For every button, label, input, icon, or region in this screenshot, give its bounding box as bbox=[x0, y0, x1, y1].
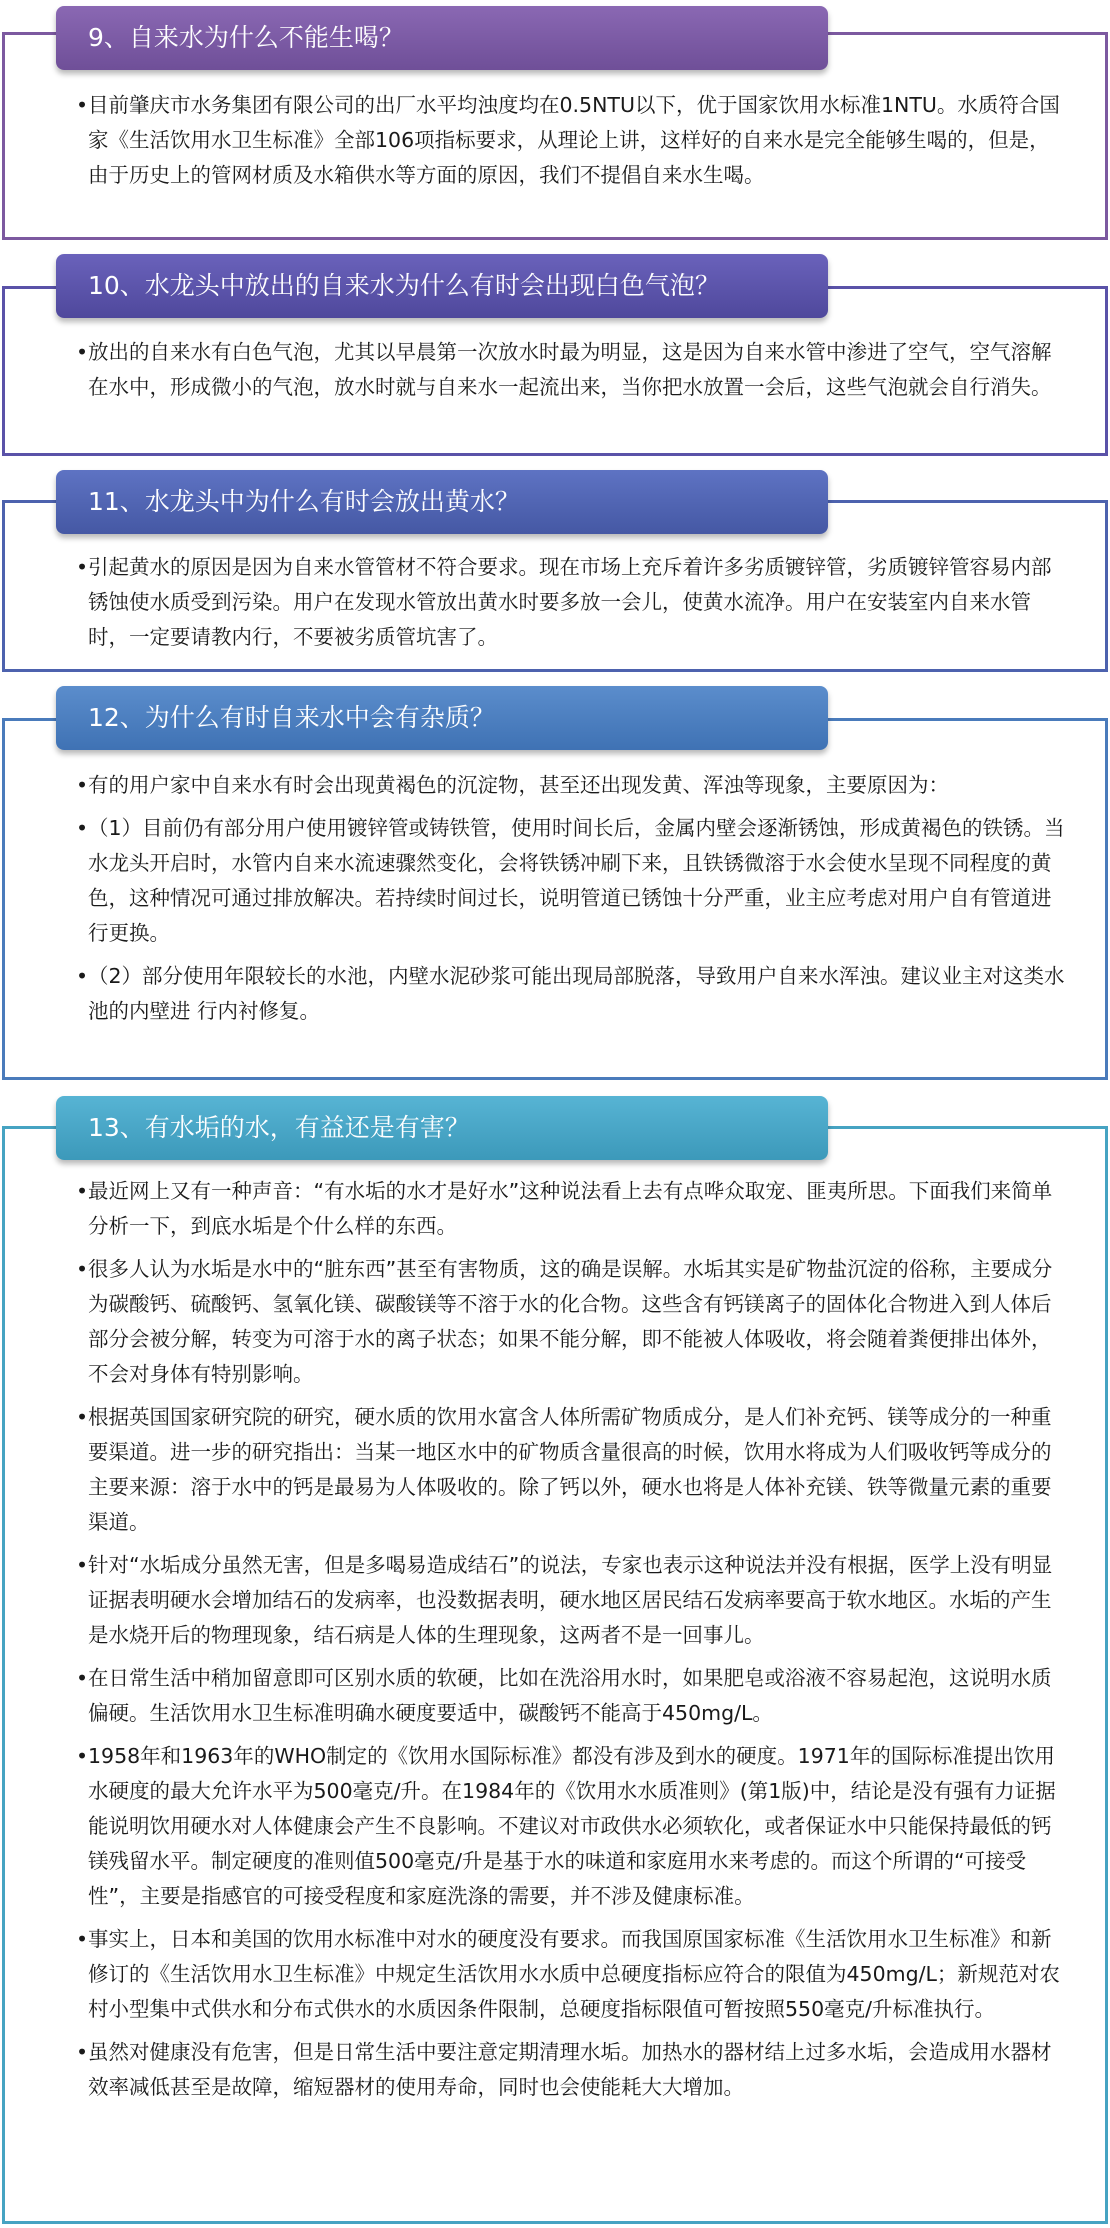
faq-title-13: 13、有水垢的水，有益还是有害？ bbox=[56, 1096, 828, 1160]
faq-paragraph: • 针对“水垢成分虽然无害，但是多喝易造成结石”的说法，专家也表示这种说法并没有根据，医学上没有明显证据表明硬水会增加结石的发病率，也没数据表明，硬水地区居民结石发病率要高于软水地区。水垢的产生是水烧开后的物理现象，结石病是人体的生理现象，这两者不是一回事儿。 bbox=[88, 1548, 1070, 1653]
faq-paragraph: • 很多人认为水垢是水中的“脏东西”甚至有害物质，这的确是误解。水垢其实是矿物盐沉淀的俗称，主要成分为碳酸钙、硫酸钙、氢氧化镁、碳酸镁等不溶于水的化合物。这些含有钙镁离子的固体化合物进入到人体后部分会被分解，转变为可溶于水的离子状态；如果不能分解，即不能被人体吸收，将会随着粪便排出体外，不会对身体有特别影响。 bbox=[88, 1252, 1070, 1392]
faq-paragraph: • （2）部分使用年限较长的水池，内壁水泥砂浆可能出现局部脱落，导致用户自来水浑浊。建议业主对这类水池的内壁进 行内衬修复。 bbox=[88, 959, 1070, 1029]
faq-paragraph: • 事实上，日本和美国的饮用水标准中对水的硬度没有要求。而我国原国家标准《生活饮用水卫生标准》和新修订的《生活饮用水卫生标准》中规定生活饮用水水质中总硬度指标应符合的限值为450mg/L；新规范对农村小型集中式供水和分布式供水的水质因条件限制，总硬度指标限值可暂按照550毫克/升标准执行。 bbox=[88, 1922, 1070, 2027]
bullet-icon: • bbox=[76, 555, 89, 579]
bullet-icon: • bbox=[76, 1666, 89, 1690]
bullet-icon: • bbox=[76, 1405, 89, 1429]
faq-paragraph: • （1）目前仍有部分用户使用镀锌管或铸铁管，使用时间长后，金属内壁会逐渐锈蚀，形成黄褐色的铁锈。当水龙头开启时，水管内自来水流速骤然变化，会将铁锈冲刷下来，且铁锈微溶于水会使水呈现不同程度的黄色，这种情况可通过排放解决。若持续时间过长，说明管道已锈蚀十分严重，业主应考虑对用户自有管道进行更换。 bbox=[88, 811, 1070, 951]
faq-body-9 bbox=[2, 88, 1108, 201]
faq-body-11 bbox=[2, 550, 1108, 663]
faq-body-13 bbox=[2, 1174, 1108, 2113]
bullet-icon: • bbox=[76, 773, 89, 797]
bullet-icon: • bbox=[76, 93, 89, 117]
faq-body-10 bbox=[2, 335, 1108, 413]
faq-paragraph: • 根据英国国家研究院的研究，硬水质的饮用水富含人体所需矿物质成分，是人们补充钙、镁等成分的一种重要渠道。进一步的研究指出：当某一地区水中的矿物质含量很高的时候，饮用水将成为人们吸收钙等成分的主要来源：溶于水中的钙是最易为人体吸收的。除了钙以外，硬水也将是人体补充镁、铁等微量元素的重要渠道。 bbox=[88, 1400, 1070, 1540]
bullet-icon: • bbox=[76, 1257, 89, 1281]
bullet-icon: • bbox=[76, 816, 89, 840]
faq-title-10: 10、水龙头中放出的自来水为什么有时会出现白色气泡？ bbox=[56, 254, 828, 318]
faq-paragraph: • 虽然对健康没有危害，但是日常生活中要注意定期清理水垢。加热水的器材结上过多水垢，会造成用水器材效率减低甚至是故障，缩短器材的使用寿命，同时也会使能耗大大增加。 bbox=[88, 2035, 1070, 2105]
faq-paragraph: • 1958年和1963年的WHO制定的《饮用水国际标准》都没有涉及到水的硬度。1971年的国际标准提出饮用水硬度的最大允许水平为500毫克/升。在1984年的《饮用水水质准则》(第1版)中，结论是没有强有力证据能说明饮用硬水对人体健康会产生不良影响。不建议对市政供水必须软化，或者保证水中只能保持最低的钙镁残留水平。制定硬度的准则值500毫克/升是基于水的味道和家庭用水来考虑的。而这个所谓的“可接受性”，主要是指感官的可接受程度和家庭洗涤的需要，并不涉及健康标准。 bbox=[88, 1739, 1070, 1914]
faq-title-12: 12、为什么有时自来水中会有杂质？ bbox=[56, 686, 828, 750]
faq-paragraph: • 放出的自来水有白色气泡，尤其以早晨第一次放水时最为明显，这是因为自来水管中渗进了空气，空气溶解在水中，形成微小的气泡，放水时就与自来水一起流出来，当你把水放置一会后，这些气泡就会自行消失。 bbox=[88, 335, 1070, 405]
bullet-icon: • bbox=[76, 1179, 89, 1203]
faq-body-12 bbox=[2, 768, 1108, 1037]
faq-paragraph: • 有的用户家中自来水有时会出现黄褐色的沉淀物，甚至还出现发黄、浑浊等现象，主要原因为： bbox=[88, 768, 1070, 803]
bullet-icon: • bbox=[76, 1553, 89, 1577]
bullet-icon: • bbox=[76, 2040, 89, 2064]
bullet-icon: • bbox=[76, 1744, 89, 1768]
faq-paragraph: • 引起黄水的原因是因为自来水管管材不符合要求。现在市场上充斥着许多劣质镀锌管，劣质镀锌管容易内部锈蚀使水质受到污染。用户在发现水管放出黄水时要多放一会儿，使黄水流净。用户在安装室内自来水管时，一定要请教内行，不要被劣质管坑害了。 bbox=[88, 550, 1070, 655]
bullet-icon: • bbox=[76, 1927, 89, 1951]
faq-paragraph: • 目前肇庆市水务集团有限公司的出厂水平均浊度均在0.5NTU以下，优于国家饮用水标准1NTU。水质符合国家《生活饮用水卫生标准》全部106项指标要求，从理论上讲，这样好的自来水是完全能够生喝的，但是，由于历史上的管网材质及水箱供水等方面的原因，我们不提倡自来水生喝。 bbox=[88, 88, 1070, 193]
faq-title-11: 11、水龙头中为什么有时会放出黄水？ bbox=[56, 470, 828, 534]
bullet-icon: • bbox=[76, 964, 89, 988]
faq-title-9: 9、自来水为什么不能生喝？ bbox=[56, 6, 828, 70]
faq-paragraph: • 最近网上又有一种声音：“有水垢的水才是好水”这种说法看上去有点哗众取宠、匪夷所思。下面我们来简单分析一下，到底水垢是个什么样的东西。 bbox=[88, 1174, 1070, 1244]
faq-paragraph: • 在日常生活中稍加留意即可区别水质的软硬，比如在洗浴用水时，如果肥皂或浴液不容易起泡，这说明水质偏硬。生活饮用水卫生标准明确水硬度要适中，碳酸钙不能高于450mg/L。 bbox=[88, 1661, 1070, 1731]
bullet-icon: • bbox=[76, 340, 89, 364]
